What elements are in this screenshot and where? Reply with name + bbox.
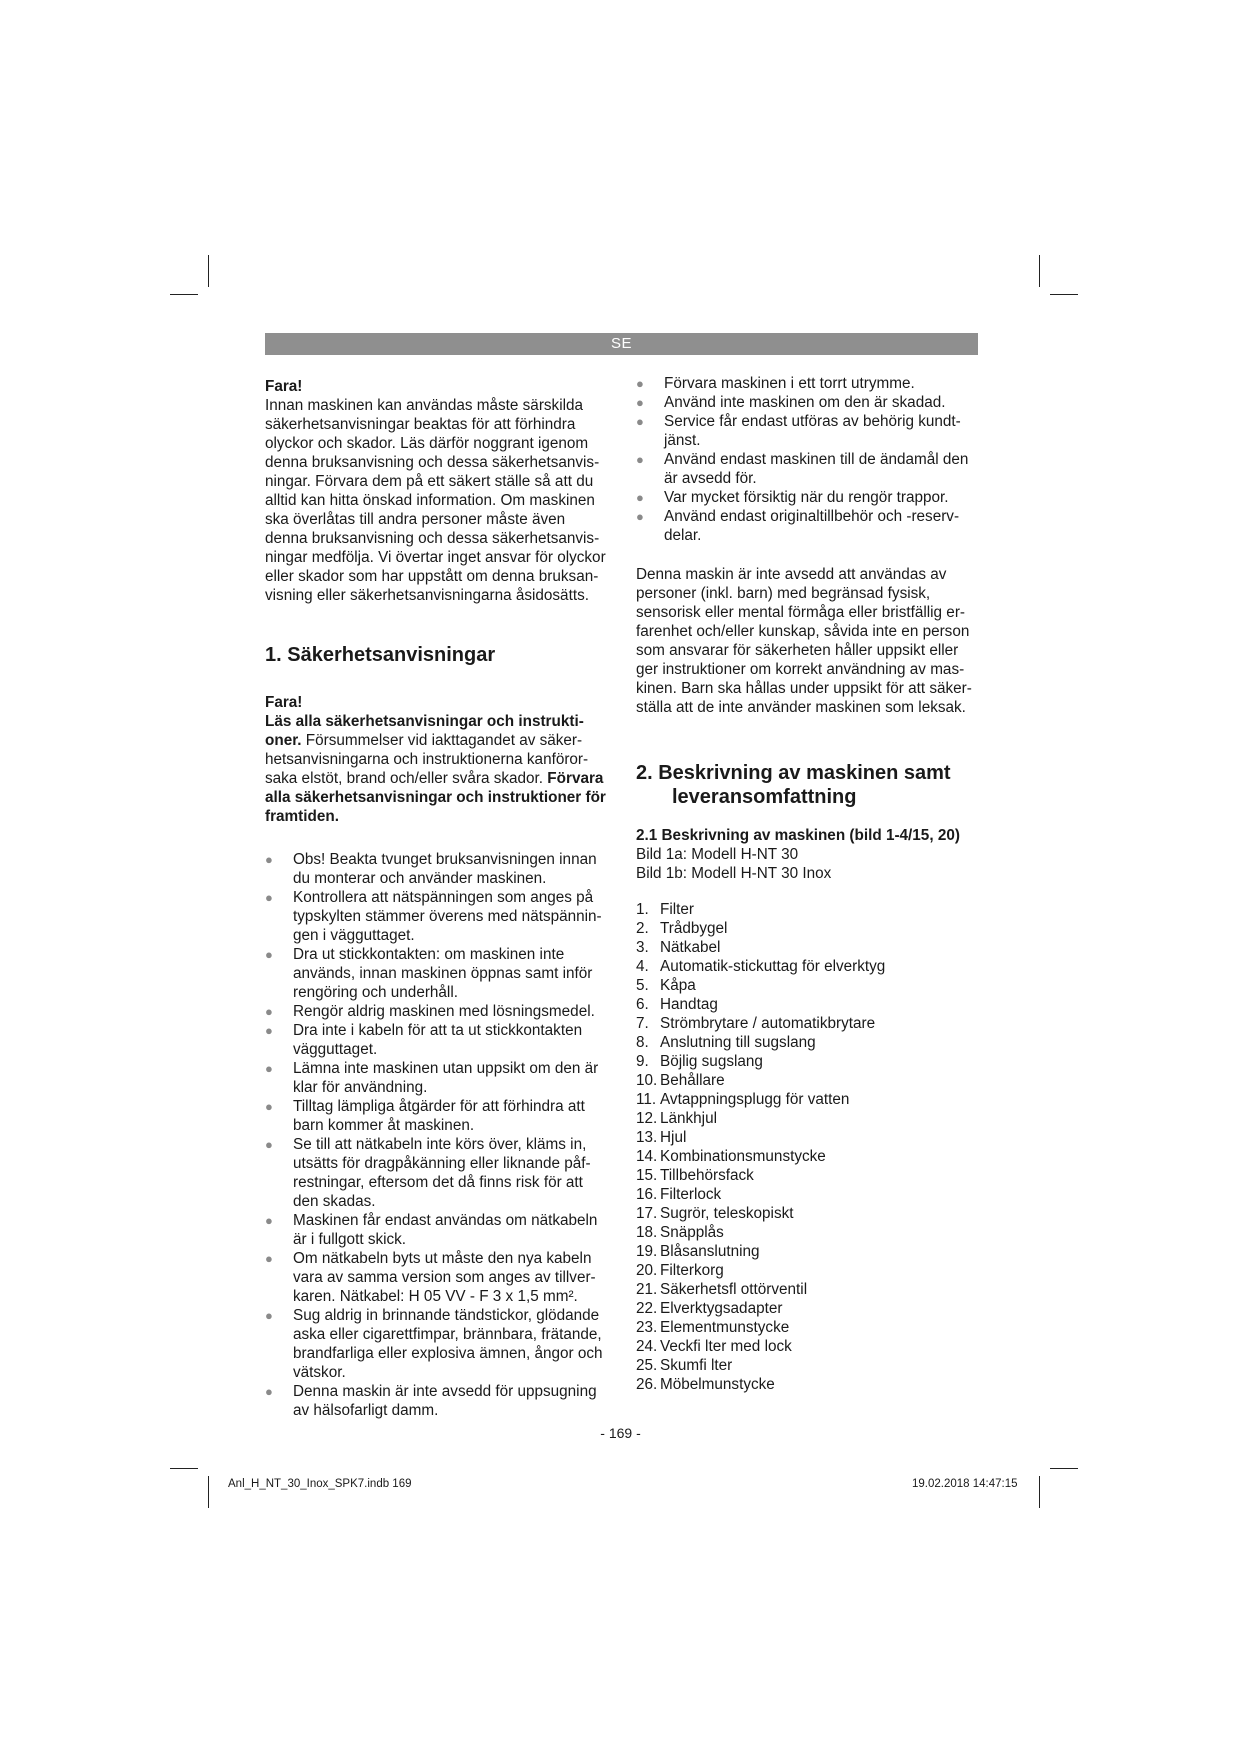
bullet-icon: ● (265, 1137, 273, 1152)
section-2-1-title: 2.1 Beskrivning av maskinen (bild 1-4/15, 20) (636, 827, 960, 844)
list-item: ● Sug aldrig in brinnande tändstickor, glödande aska eller cigarettfimpar, brännbara, frätande, brandfarliga eller explosiva ämnen, ångor och vätskor. (265, 1307, 603, 1381)
list-item: 25. Skumfi lter (636, 1357, 733, 1374)
crop-mark (1039, 1476, 1040, 1508)
list-item: 22. Elverktygsadapter (636, 1300, 783, 1317)
bullet-icon: ● (265, 1251, 273, 1266)
list-item: ● Var mycket försiktig när du rengör trappor. (636, 489, 949, 506)
list-item: 17. Sugrör, teleskopiskt (636, 1205, 794, 1222)
left-column (265, 377, 610, 1420)
list-item: 7. Strömbrytare / automatikbrytare (636, 1015, 876, 1032)
bullet-icon: ● (265, 947, 273, 962)
list-item: 5. Kåpa (636, 977, 696, 994)
list-item: 26. Möbelmunstycke (636, 1376, 775, 1393)
list-item: ● Dra inte i kabeln för att ta ut stickkontakten vägguttaget. (265, 1022, 583, 1058)
bullet-icon: ● (636, 376, 644, 391)
bullet-icon: ● (636, 490, 644, 505)
right-column (636, 374, 978, 1394)
page-number: - 169 - (600, 1425, 641, 1441)
safety-bullet-list (265, 850, 610, 1420)
crop-mark (170, 1468, 198, 1469)
usage-notice: Denna maskin är inte avsedd att användas av personer (inkl. barn) med begränsad fysisk, sensorisk eller mental förmåga eller bristfällig er-farenhet och/eller kunskap, såvida inte en person som ansvarar för säkerheten håller uppsikt eller ger instruktioner om korrekt användning av mas-kinen. Barn ska hållas under uppsikt för att säker-ställa att de inte använder maskinen som leksak. (636, 566, 972, 716)
language-code: SE (610, 335, 632, 352)
list-item: ● Rengör aldrig maskinen med lösningsmedel. (265, 1003, 595, 1020)
list-item: ● Denna maskin är inte avsedd för uppsugning av hälsofarligt damm. (265, 1383, 597, 1419)
list-item: 1. Filter (636, 901, 694, 918)
list-item: ● Kontrollera att nätspänningen som anges på typskylten stämmer överens med nätspännin-gen i vägguttaget. (265, 889, 602, 944)
bullet-icon: ● (636, 452, 644, 467)
section-1-title: 1. Säkerhetsanvisningar (265, 644, 496, 666)
crop-mark (208, 255, 209, 287)
list-item: ● Obs! Beakta tvunget bruksanvisningen innan du monterar och använder maskinen. (265, 851, 597, 887)
list-item: 11. Avtappningsplugg för vatten (636, 1091, 850, 1108)
list-item: ● Service får endast utföras av behörig kundt-jänst. (636, 413, 961, 449)
list-item: 12. Länkhjul (636, 1110, 717, 1127)
bullet-icon: ● (265, 1023, 273, 1038)
list-item: 10. Behållare (636, 1072, 725, 1089)
crop-mark (208, 1476, 209, 1508)
list-item: 6. Handtag (636, 996, 718, 1013)
list-item: 23. Elementmunstycke (636, 1319, 790, 1336)
warning-text: Innan maskinen kan användas måste särskilda säkerhetsanvisningar beaktas för att förhindra olyckor och skador. Läs därför noggrant igenom denna bruksanvisning och dessa säkerhetsanvis-ningar. Förvara dem på ett säkert ställe så att du alltid kan hitta önskad information. Om maskinen ska överlåtas till andra personer måste även denna bruksanvisning och dessa säkerhetsanvis-ningar medfölja. Vi övertar inget ansvar för olyckor eller skador som har uppstått om denna bruksan-visning eller säkerhetsanvisningarna åsidosätts. (265, 397, 606, 604)
crop-mark (170, 294, 198, 295)
safety-bullet-list-continued (636, 374, 978, 545)
list-item: 16. Filterlock (636, 1186, 722, 1203)
list-item: 14. Kombinationsmunstycke (636, 1148, 826, 1165)
bullet-icon: ● (636, 395, 644, 410)
list-item: 13. Hjul (636, 1129, 687, 1146)
list-item: ● Förvara maskinen i ett torrt utrymme. (636, 375, 915, 392)
bullet-icon: ● (265, 1004, 273, 1019)
list-item: 20. Filterkorg (636, 1262, 724, 1279)
language-header (265, 333, 978, 355)
bullet-icon: ● (265, 1308, 273, 1323)
list-item: ● Se till att nätkabeln inte körs över, kläms in, utsätts för dragpåkänning eller liknande påf-restningar, eftersom det då finns risk för att den skadas. (265, 1136, 591, 1210)
list-item: ● Maskinen får endast användas om nätkabeln är i fullgott skick. (265, 1212, 598, 1248)
list-item: 3. Nätkabel (636, 939, 721, 956)
list-item: 2. Trådbygel (636, 920, 728, 937)
crop-mark (1050, 294, 1078, 295)
bullet-icon: ● (265, 1213, 273, 1228)
model-a-label: Bild 1a: Modell H-NT 30 (636, 846, 799, 863)
list-item: ● Tilltag lämpliga åtgärder för att förhindra att barn kommer åt maskinen. (265, 1098, 585, 1134)
crop-mark (1050, 1468, 1078, 1469)
bold-lead: Läs alla säkerhetsanvisningar och instrukti-oner. (265, 713, 584, 749)
list-item: 8. Anslutning till sugslang (636, 1034, 816, 1051)
list-item: ● Om nätkabeln byts ut måste den nya kabeln vara av samma version som anges av tillver-karen. Nätkabel: H 05 VV - F 3 x 1,5 mm². (265, 1250, 596, 1305)
list-item: 4. Automatik-stickuttag för elverktyg (636, 958, 886, 975)
bullet-icon: ● (265, 1099, 273, 1114)
bullet-icon: ● (636, 509, 644, 524)
bullet-icon: ● (265, 1061, 273, 1076)
list-item: ● Använd endast originaltillbehör och -reserv-delar. (636, 508, 960, 544)
body-text: Försummelser vid iakttagandet av säker-hetsanvisningarna och instruktionerna kanföror-saka elstöt, brand och/eller svåra skador. (265, 732, 589, 787)
bullet-icon: ● (265, 852, 273, 867)
section-2-title: 2. Beskrivning av maskinen samt leveransomfattning (636, 762, 951, 808)
bullet-icon: ● (265, 890, 273, 905)
list-item: ● Använd inte maskinen om den är skadad. (636, 394, 946, 411)
list-item: 15. Tillbehörsfack (636, 1167, 754, 1184)
bullet-icon: ● (265, 1384, 273, 1399)
list-item: ● Dra ut stickkontakten: om maskinen inte används, innan maskinen öppnas samt inför rengöring och underhåll. (265, 946, 593, 1001)
crop-mark (1039, 255, 1040, 287)
warning-title: Fara! (265, 378, 303, 395)
bold-tail: Förvara alla säkerhetsanvisningar och instruktioner för framtiden. (265, 770, 606, 825)
model-b-label: Bild 1b: Modell H-NT 30 Inox (636, 865, 832, 882)
list-item: 18. Snäpplås (636, 1224, 724, 1241)
list-item: 9. Böjlig sugslang (636, 1053, 763, 1070)
list-item: 21. Säkerhetsfl ottörventil (636, 1281, 808, 1298)
bullet-icon: ● (636, 414, 644, 429)
section-1-warning-title: Fara! (265, 694, 303, 711)
list-item: 24. Veckfi lter med lock (636, 1338, 792, 1355)
file-info: Anl_H_NT_30_Inox_SPK7.indb 169 (228, 1478, 412, 1490)
list-item: 19. Blåsanslutning (636, 1243, 760, 1260)
list-item: ● Lämna inte maskinen utan uppsikt om den är klar för användning. (265, 1060, 599, 1096)
parts-list (636, 900, 978, 1394)
print-timestamp: 19.02.2018 14:47:15 (912, 1478, 1018, 1490)
section-1-warning-text (265, 712, 610, 826)
list-item: ● Använd endast maskinen till de ändamål den är avsedd för. (636, 451, 969, 487)
